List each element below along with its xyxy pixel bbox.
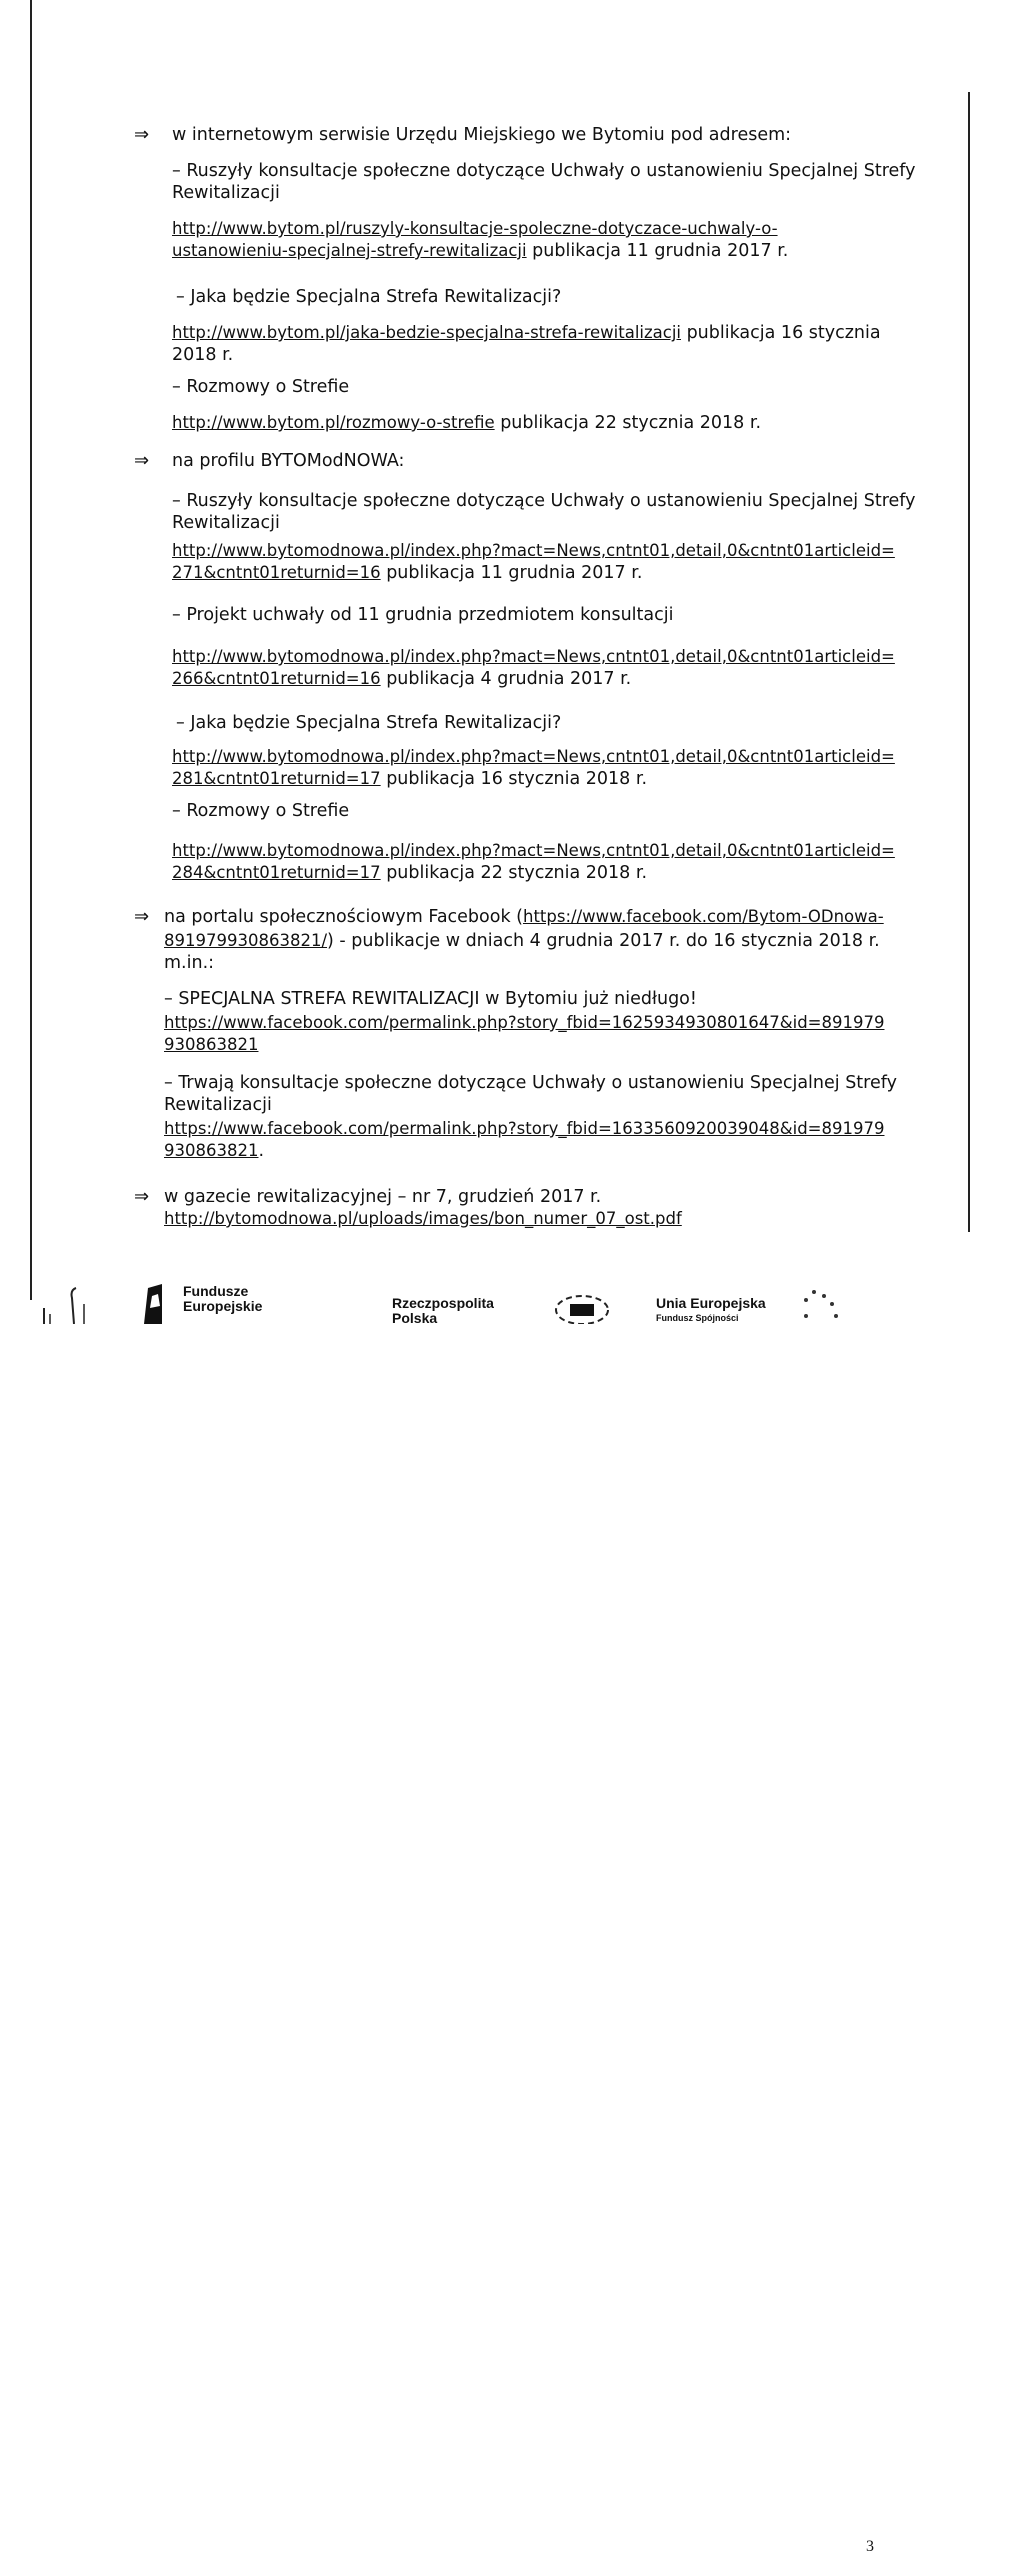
arrow-icon: ⇒ (134, 450, 150, 471)
item-link-line (172, 862, 647, 884)
item-link-line (172, 768, 647, 790)
rzeczpospolita-polska-logo (392, 1296, 494, 1326)
page-number: 3 (866, 2538, 874, 2555)
item-link[interactable]: http://www.bytom.pl/jaka-bedzie-specjalna-strefa-rewitalizacji (172, 323, 681, 342)
item-link-line (172, 540, 895, 562)
item-title: – Jaka będzie Specjalna Strefa Rewitalizacji? (176, 713, 562, 733)
arrow-icon: ⇒ (134, 124, 150, 145)
item-link-line (172, 240, 788, 262)
facebook-profile-link[interactable]: https://www.facebook.com/Bytom-ODnowa- (522, 907, 884, 926)
item-title: Rewitalizacji (164, 1095, 272, 1115)
publication-date: publikacja 11 grudnia 2017 r. (386, 563, 643, 583)
item-title: – Ruszyły konsultacje społeczne dotyczące Uchwały o ustanowieniu Specjalnej Strefy (172, 161, 916, 181)
publication-date: publikacja 4 grudnia 2017 r. (386, 669, 632, 689)
item-link-line (172, 646, 895, 668)
arrow-icon: ⇒ (134, 1186, 150, 1207)
item-link-line (172, 412, 761, 434)
logo-line: Polska (392, 1310, 438, 1326)
item-link-line (164, 1208, 682, 1230)
item-title: – Rozmowy o Strefie (172, 377, 350, 397)
item-link[interactable]: http://www.bytom.pl/ruszyly-konsultacje-spoleczne-dotyczace-uchwaly-o- (172, 219, 778, 238)
fundusze-europejskie-logo (183, 1284, 262, 1314)
item-link[interactable]: http://www.bytomodnowa.pl/index.php?mact=News,cntnt01,detail,0&cntnt01articleid= (172, 747, 895, 766)
item-link[interactable]: http://www.bytomodnowa.pl/index.php?mact=News,cntnt01,detail,0&cntnt01articleid= (172, 647, 895, 666)
section-heading-cont (164, 930, 880, 952)
item-title: Rewitalizacji (172, 513, 280, 533)
item-title: – Ruszyły konsultacje społeczne dotyczące Uchwały o ustanowieniu Specjalnej Strefy (172, 491, 916, 511)
item-link-line (164, 1118, 884, 1140)
item-link-line (172, 562, 642, 584)
gazette-pdf-link[interactable]: http://bytomodnowa.pl/uploads/images/bon_numer_07_ost.pdf (164, 1209, 682, 1228)
item-link[interactable]: http://www.bytomodnowa.pl/index.php?mact=News,cntnt01,detail,0&cntnt01articleid= (172, 541, 895, 560)
left-mark-icon (36, 1280, 96, 1324)
item-link[interactable]: 930863821 (164, 1035, 259, 1054)
section-heading: w gazecie rewitalizacyjnej – nr 7, grudzień 2017 r. (164, 1187, 602, 1207)
item-link-line (172, 746, 895, 768)
item-link-line (164, 1034, 258, 1056)
arrow-icon: ⇒ (134, 906, 150, 927)
item-title: – Rozmowy o Strefie (172, 801, 350, 821)
section-heading: na profilu BYTOModNOWA: (172, 451, 405, 471)
item-title: – Trwają konsultacje społeczne dotyczące Uchwały o ustanowieniu Specjalnej Strefy (164, 1073, 897, 1093)
item-link[interactable]: http://www.bytomodnowa.pl/index.php?mact=News,cntnt01,detail,0&cntnt01articleid= (172, 841, 895, 860)
item-link[interactable]: https://www.facebook.com/permalink.php?story_fbid=1625934930801647&id=891979 (164, 1013, 885, 1032)
heading-text: ) - publikacje w dniach 4 grudnia 2017 r. do 16 stycznia 2018 r. (327, 931, 880, 951)
publication-date: publikacja 22 stycznia 2018 r. (500, 413, 762, 433)
item-link[interactable]: 284&cntnt01returnid=17 (172, 863, 381, 882)
publication-date: publikacja 16 stycznia (686, 323, 881, 343)
item-title: – Projekt uchwały od 11 grudnia przedmiotem konsultacji (172, 605, 674, 625)
item-link-line (164, 1012, 884, 1034)
logo-line: Rzeczpospolita (392, 1295, 494, 1311)
item-link-line (172, 322, 881, 344)
section-heading (164, 906, 884, 928)
item-title: Rewitalizacji (172, 183, 280, 203)
item-link[interactable]: ustanowieniu-specjalnej-strefy-rewitalizacji (172, 241, 527, 260)
publication-date: publikacja 22 stycznia 2018 r. (386, 863, 648, 883)
logo-line: Fundusz Spójności (656, 1313, 739, 1323)
publication-date: publikacja 16 stycznia 2018 r. (386, 769, 648, 789)
logo-line: Europejskie (183, 1298, 263, 1314)
logo-line: Fundusze (183, 1283, 249, 1299)
punctuation: . (258, 1141, 265, 1161)
item-link[interactable]: https://www.facebook.com/permalink.php?story_fbid=1633560920039048&id=891979 (164, 1119, 885, 1138)
item-link[interactable]: 281&cntnt01returnid=17 (172, 769, 381, 788)
item-link-line (164, 1140, 264, 1162)
heading-text: na portalu społecznościowym Facebook ( (164, 907, 523, 927)
publication-date-cont: 2018 r. (172, 345, 234, 365)
publication-date: publikacja 11 grudnia 2017 r. (532, 241, 789, 261)
bytom-odnowa-logo-icon (552, 1288, 612, 1324)
item-link[interactable]: 266&cntnt01returnid=16 (172, 669, 381, 688)
facebook-profile-link-cont[interactable]: 891979930863821/ (164, 931, 328, 950)
item-link[interactable]: 930863821 (164, 1141, 259, 1160)
fundusze-europejskie-flag-icon (138, 1284, 174, 1324)
item-link-line (172, 840, 895, 862)
item-link[interactable]: 271&cntnt01returnid=16 (172, 563, 381, 582)
unia-europejska-logo (656, 1296, 766, 1326)
item-title: – SPECJALNA STREFA REWITALIZACJI w Bytomiu już niedługo! (164, 989, 697, 1009)
footer-logos (0, 1270, 1024, 2555)
section-heading: w internetowym serwisie Urzędu Miejskiego we Bytomiu pod adresem: (172, 125, 792, 145)
item-title: – Jaka będzie Specjalna Strefa Rewitalizacji? (176, 287, 562, 307)
logo-line: Unia Europejska (656, 1295, 766, 1311)
item-link-line (172, 218, 778, 240)
item-link-line (172, 668, 631, 690)
heading-tail: m.in.: (164, 953, 215, 973)
item-link[interactable]: http://www.bytom.pl/rozmowy-o-strefie (172, 413, 495, 432)
